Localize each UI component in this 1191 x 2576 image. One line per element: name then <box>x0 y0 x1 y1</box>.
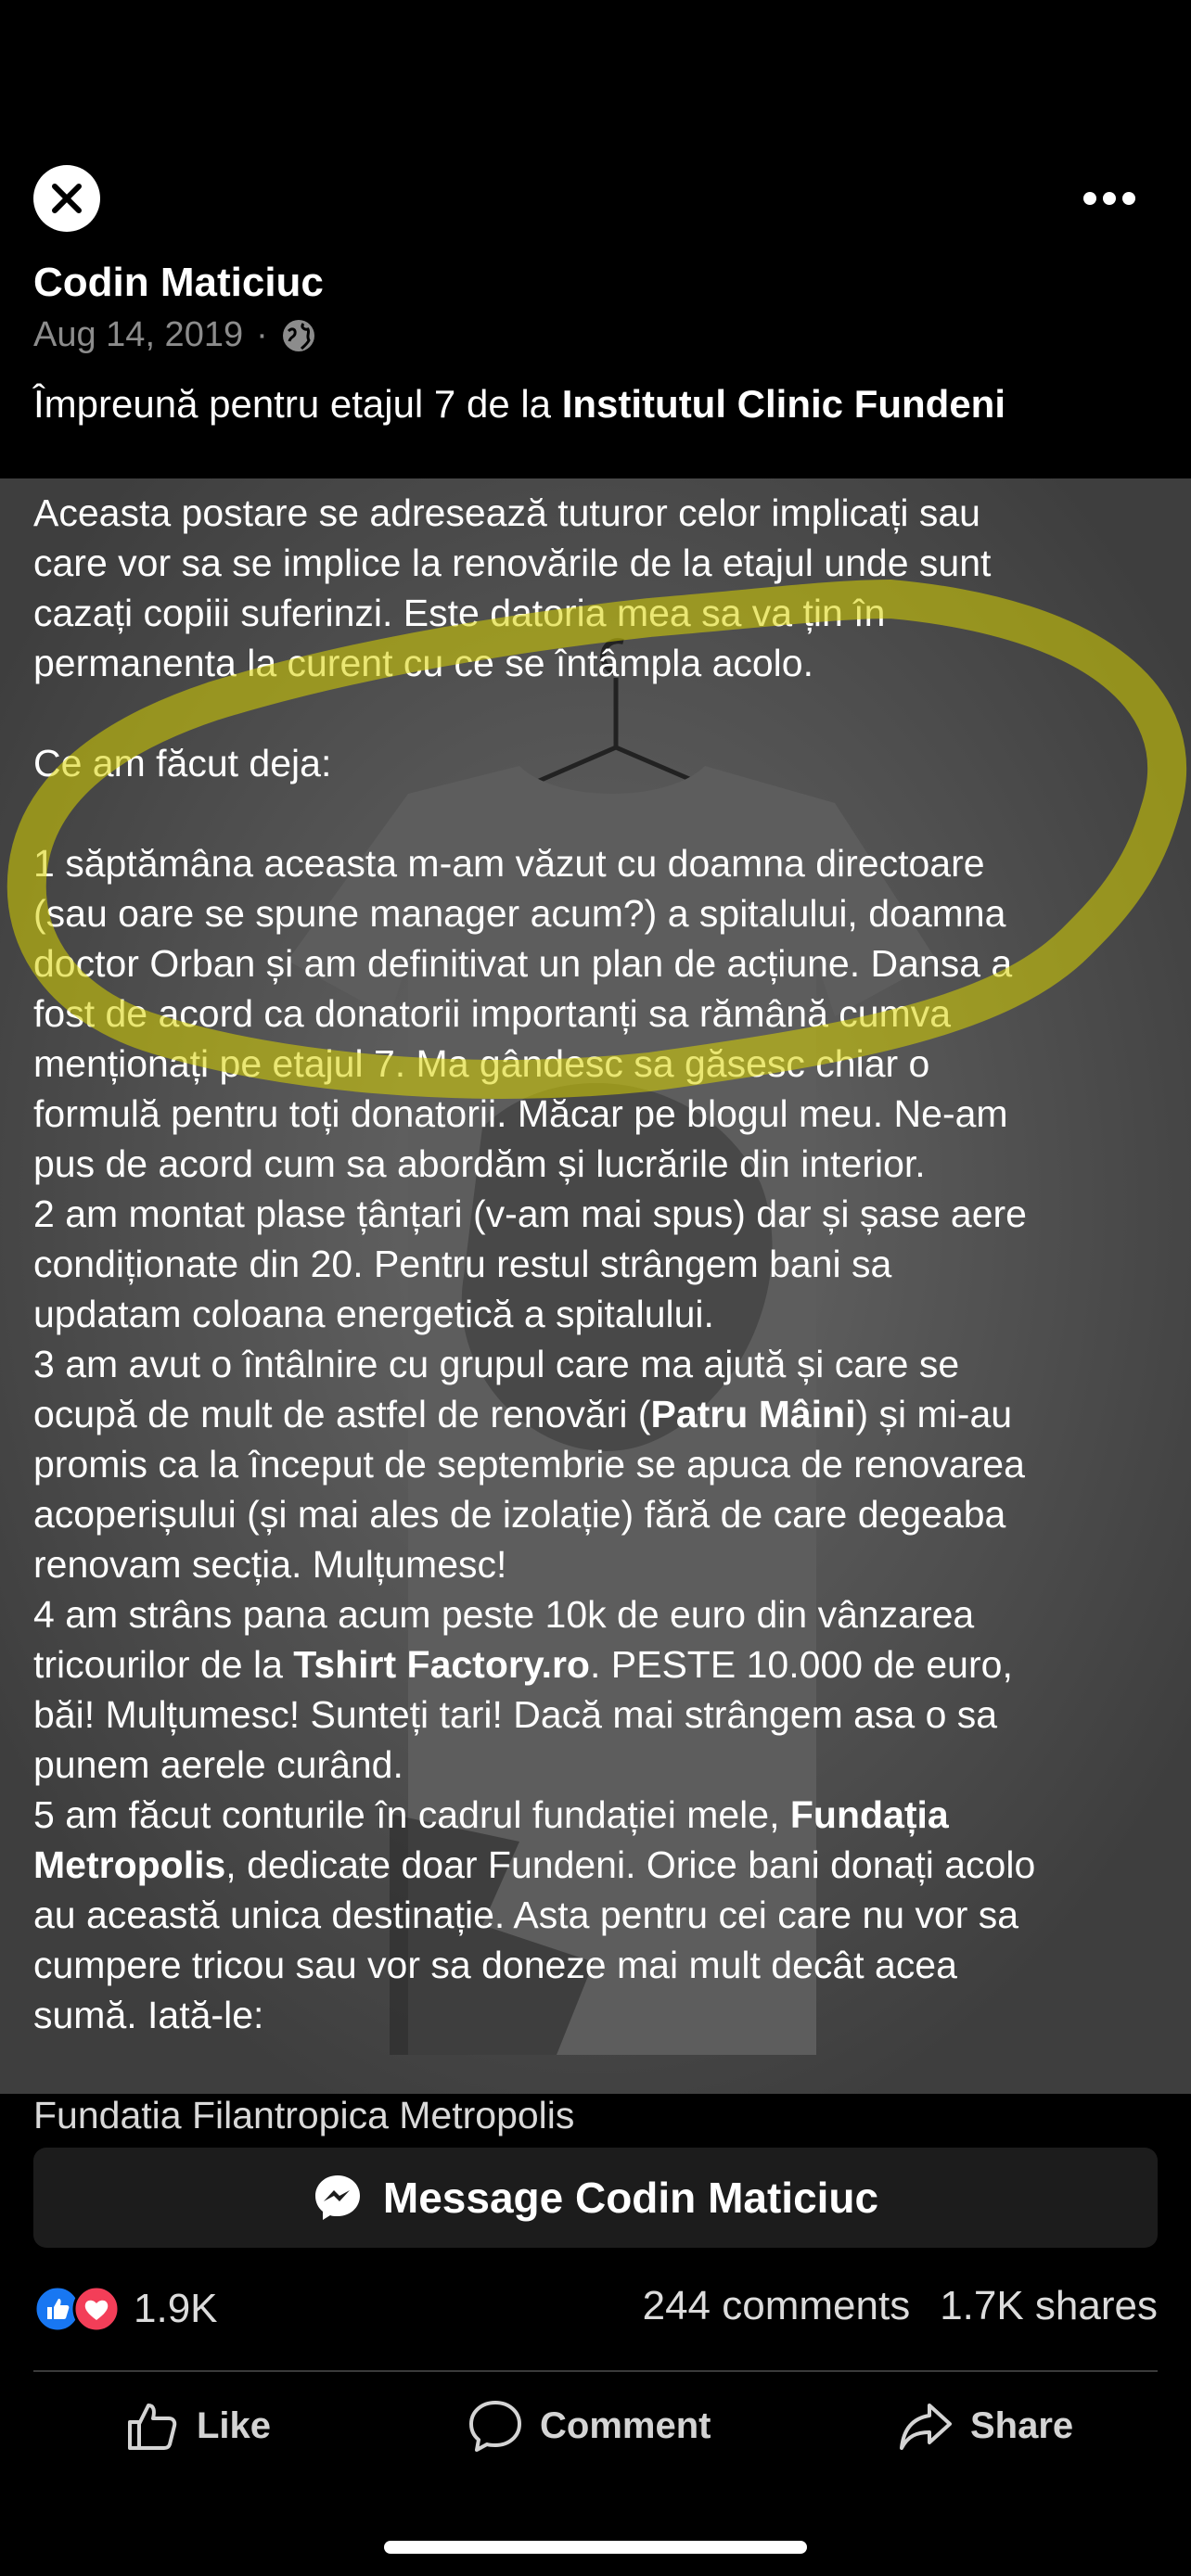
reaction-summary[interactable] <box>33 2281 218 2337</box>
body-line: menționați pe etajul 7. Ma gândesc sa găsesc chiar o <box>33 1042 930 1085</box>
love-reaction-icon <box>72 2285 121 2333</box>
body-line: promis ca la început de septembrie se apuca de renovarea <box>33 1443 1025 1486</box>
body-bold: Metropolis <box>33 1843 226 1886</box>
body-text: tricourilor de la <box>33 1643 294 1686</box>
body-line: updatam coloana energetică a spitalului. <box>33 1293 714 1335</box>
post-headline <box>33 382 1005 427</box>
body-line: sumă. Iată-le: <box>33 1994 264 2036</box>
body-line: au această unica destinație. Asta pentru cei care nu vor sa <box>33 1894 1019 1936</box>
body-line <box>33 1389 1174 1439</box>
body-line: care vor sa se implice la renovările de la etajul unde sunt <box>33 542 992 584</box>
body-line: Fundatia Filantropica Metropolis <box>33 2094 575 2136</box>
body-line: punem aerele curând. <box>33 1743 403 1786</box>
comment-bubble-icon <box>467 2398 523 2454</box>
home-indicator[interactable] <box>384 2541 807 2554</box>
body-line: 2 am montat plase țânțari (v-am mai spus) dar și șase aere <box>33 1192 1027 1235</box>
comment-button[interactable] <box>467 2396 711 2455</box>
close-button[interactable] <box>33 165 100 232</box>
more-options-button[interactable] <box>1072 182 1146 215</box>
globe-icon <box>281 318 316 353</box>
body-bold: Fundația <box>789 1793 949 1836</box>
body-line: cazați copiii suferinzi. Este datoria mea sa va țin în <box>33 592 886 634</box>
comment-label: Comment <box>540 2404 711 2446</box>
post-image[interactable] <box>0 478 1191 2136</box>
post-date[interactable]: Aug 14, 2019 <box>33 315 244 354</box>
message-button-label: Message Codin Maticiuc <box>382 2174 879 2222</box>
body-text: ) și mi-au <box>855 1393 1013 1435</box>
body-line: doctor Orban și am definitivat un plan de acțiune. Dansa a <box>33 942 1013 985</box>
reaction-count: 1.9K <box>134 2286 218 2331</box>
body-line: acoperișului (și mai ales de izolație) fără de care degeaba <box>33 1493 1006 1536</box>
body-line <box>33 1790 1174 1840</box>
post-meta <box>33 315 316 355</box>
divider <box>33 2370 1158 2372</box>
body-line: Ce am făcut deja: <box>33 742 332 784</box>
body-line <box>33 1639 1174 1690</box>
headline-bold[interactable]: Institutul Clinic Fundeni <box>561 382 1006 426</box>
body-bold: Tshirt Factory.ro <box>293 1643 590 1686</box>
shares-count[interactable]: 1.7K shares <box>940 2283 1158 2328</box>
body-line: Aceasta postare se adresează tuturor celor implicați sau <box>33 491 980 534</box>
like-label: Like <box>197 2404 272 2446</box>
share-label: Share <box>970 2404 1074 2446</box>
more-icon <box>1082 191 1137 206</box>
body-line: fost de acord ca donatorii importanți sa rămână cumva <box>33 992 952 1035</box>
comments-count[interactable]: 244 comments <box>642 2283 911 2328</box>
close-icon <box>49 181 84 216</box>
body-line: 4 am strâns pana acum peste 10k de euro din vânzarea <box>33 1593 975 1636</box>
body-text: ocupă de mult de astfel de renovări ( <box>33 1393 651 1435</box>
body-bold: Patru Mâini <box>650 1393 856 1435</box>
body-line: 1 săptămâna aceasta m-am văzut cu doamna directoare <box>33 842 985 885</box>
body-text: 5 am făcut conturile în cadrul fundației mele, <box>33 1793 790 1836</box>
share-arrow-icon <box>898 2398 954 2454</box>
body-line: băi! Mulțumesc! Sunteți tari! Dacă mai strângem asa o sa <box>33 1693 998 1736</box>
spacer <box>33 788 1174 838</box>
body-line: formulă pentru toți donatorii. Măcar pe blogul meu. Ne-am <box>33 1092 1008 1135</box>
author-name[interactable]: Codin Maticiuc <box>33 260 324 305</box>
spacer <box>33 2040 1174 2090</box>
spacer <box>33 688 1174 738</box>
meta-separator: · <box>256 315 268 354</box>
body-text: , dedicate doar Fundeni. Orice bani donați acolo <box>225 1843 1036 1886</box>
engagement-stats <box>643 2283 1158 2329</box>
body-line: 3 am avut o întâlnire cu grupul care ma ajută și care se <box>33 1343 960 1385</box>
post-body-text <box>33 488 1174 2140</box>
body-line: condiționate din 20. Pentru restul strângem bani sa <box>33 1243 892 1285</box>
headline-text: Împreună pentru etajul 7 de la <box>33 382 562 426</box>
body-line: renovam secția. Mulțumesc! <box>33 1543 507 1586</box>
like-button[interactable] <box>124 2396 271 2455</box>
body-line <box>33 1840 1174 1890</box>
thumbs-up-icon <box>124 2398 180 2454</box>
body-line: cumpere tricou sau vor sa doneze mai mult decât acea <box>33 1944 957 1986</box>
messenger-icon <box>313 2173 363 2223</box>
share-button[interactable] <box>898 2396 1073 2455</box>
body-line: pus de acord cum sa abordăm și lucrările din interior. <box>33 1142 926 1185</box>
body-text: . PESTE 10.000 de euro, <box>589 1643 1013 1686</box>
body-line: permanenta la curent cu ce se întâmpla acolo. <box>33 642 813 684</box>
body-line: (sau oare se spune manager acum?) a spitalului, doamna <box>33 892 1006 935</box>
message-author-button[interactable] <box>33 2148 1158 2248</box>
